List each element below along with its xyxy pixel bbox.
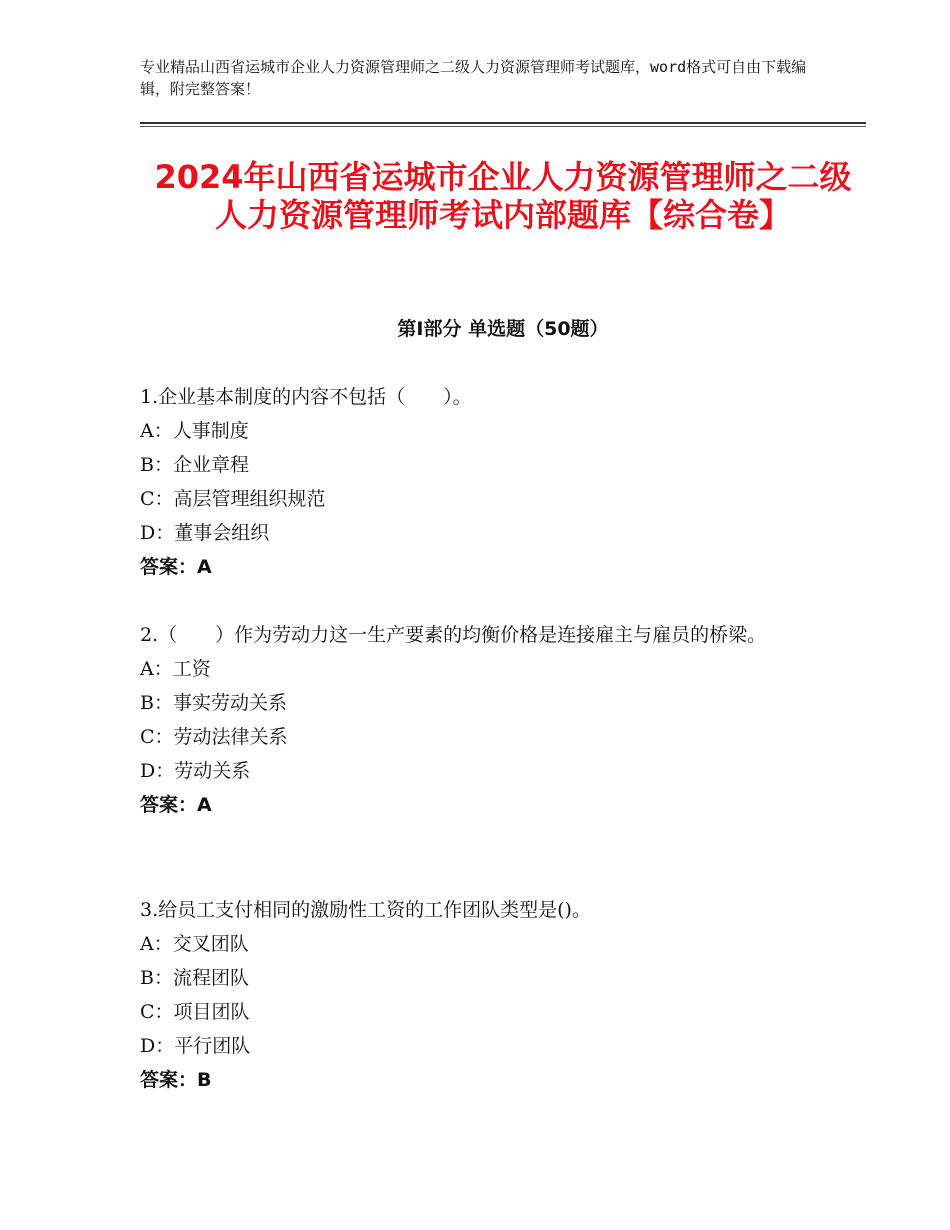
option-b: B：事实劳动关系 [140, 692, 287, 714]
option-a: A：交叉团队 [140, 933, 249, 955]
answer: 答案：A [140, 794, 212, 816]
question-stem: 1.企业基本制度的内容不包括（ ）。 [140, 386, 472, 408]
header-divider-thick [140, 122, 866, 124]
document-title: 2024年山西省运城市企业人力资源管理师之二级人力资源管理师考试内部题库【综合卷】 [154, 158, 852, 234]
header-note: 专业精品山西省运城市企业人力资源管理师之二级人力资源管理师考试题库，word格式可自由下载编辑，附完整答案！ [140, 58, 807, 98]
option-a: A：工资 [140, 658, 211, 680]
option-d: D：平行团队 [140, 1035, 251, 1057]
option-c: C：项目团队 [140, 1001, 250, 1023]
option-b: B：流程团队 [140, 967, 249, 989]
option-d: D：劳动关系 [140, 760, 251, 782]
option-a: A：人事制度 [140, 420, 249, 442]
answer: 答案：A [140, 556, 212, 578]
answer: 答案：B [140, 1069, 212, 1091]
section-title: 第Ⅰ部分 单选题（50题） [397, 318, 609, 340]
option-d: D：董事会组织 [140, 522, 270, 544]
option-c: C：高层管理组织规范 [140, 488, 326, 510]
question-1 [140, 380, 866, 584]
option-c: C：劳动法律关系 [140, 726, 288, 748]
question-2 [140, 618, 866, 822]
question-3 [140, 893, 866, 1097]
option-b: B：企业章程 [140, 454, 249, 476]
question-stem: 2.（ ）作为劳动力这一生产要素的均衡价格是连接雇主与雇员的桥梁。 [140, 624, 767, 646]
question-stem: 3.给员工支付相同的激励性工资的工作团队类型是()。 [140, 899, 591, 921]
header-divider-thin [140, 126, 866, 127]
